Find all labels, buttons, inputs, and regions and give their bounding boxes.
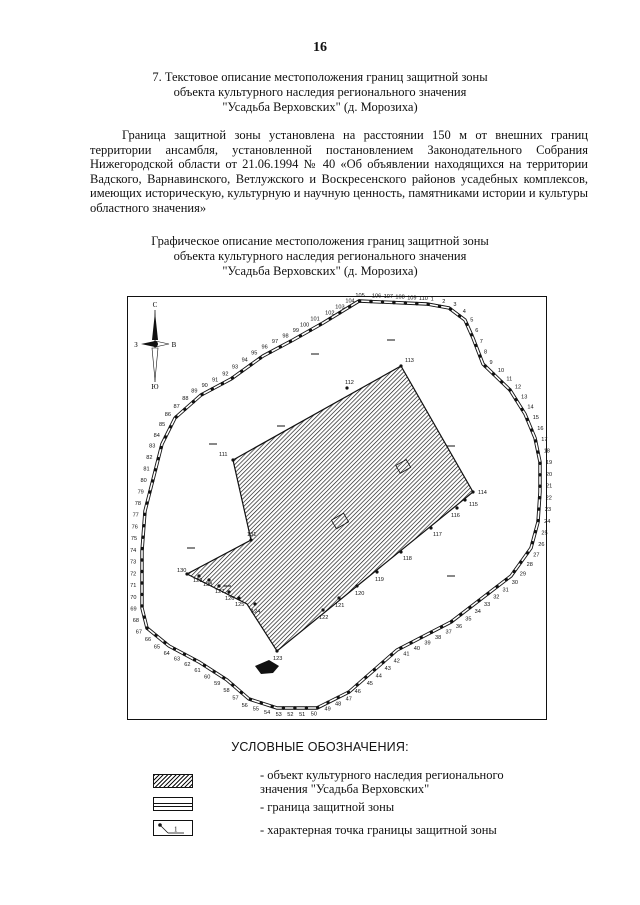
boundary-point [289, 340, 292, 343]
legend-point-text: - характерная точка границы защитной зоны [260, 823, 497, 837]
boundary-point [430, 631, 433, 634]
territory-point [253, 602, 256, 605]
boundary-point-label: 39 [424, 640, 431, 647]
compass-north-label: С [152, 301, 158, 309]
boundary-point [538, 485, 541, 488]
boundary-point-label: 6 [475, 328, 479, 334]
boundary-point [513, 570, 516, 573]
boundary-description-text: Граница защитной зоны установлена на расстоянии 150 м от внешних границ территории ансамбля, установленной постановлением Законодательного Собрания Нижегородской области от 21.06.1994 № 40 «Об объявлении находящихся на территории Вадского, Варнавинского, Ветлужского и Воскресенского районов усадебных комплексов, имеющих историческую, культурную и научную ценность, памятниками истории и культуры областного значения» [90, 128, 588, 215]
territory-point [275, 649, 278, 652]
boundary-point-label: 33 [484, 601, 491, 608]
legend-heritage-line: значения "Усадьба Верховских" [260, 782, 430, 796]
boundary-point [142, 524, 145, 527]
territory-point-label: 114 [478, 490, 487, 496]
territory-point-label: 126 [225, 596, 235, 602]
graphic-title-line: объекта культурного наследия регионального значения [173, 249, 467, 263]
boundary-point [338, 311, 341, 314]
boundary-point-label: 90 [201, 382, 208, 389]
section-title-line: "Усадьба Верховских" (д. Морозиха) [222, 100, 418, 114]
boundary-point-label: 46 [354, 688, 361, 695]
boundary-point-label: 23 [544, 507, 552, 514]
boundary-point [145, 626, 148, 629]
boundary-point [373, 668, 376, 671]
boundary-point-label: 37 [445, 629, 452, 636]
boundary-point [538, 473, 541, 476]
boundary-point-label: 96 [261, 344, 268, 351]
boundary-point [148, 490, 151, 493]
graphic-title-line: "Усадьба Верховских" (д. Морозиха) [222, 264, 418, 278]
boundary-point-label: 63 [173, 656, 181, 663]
boundary-point [392, 301, 395, 304]
boundary-point [329, 317, 332, 320]
territory-point [337, 596, 340, 599]
boundary-point-label: 35 [465, 616, 472, 623]
boundary-point [140, 604, 143, 607]
boundary-point-label: 2 [442, 298, 446, 305]
territory-point-label: 125 [235, 602, 245, 608]
boundary-point [157, 457, 160, 460]
boundary-point [203, 664, 206, 667]
boundary-point [183, 653, 186, 656]
boundary-point-label: 58 [223, 688, 230, 695]
boundary-point-label: 64 [163, 650, 170, 657]
boundary-point-label: 18 [543, 448, 550, 455]
boundary-point [409, 641, 412, 644]
boundary-point-label: 84 [153, 432, 160, 439]
boundary-point [496, 585, 499, 588]
boundary-point-label: 17 [541, 436, 548, 443]
boundary-point [538, 496, 541, 499]
boundary-point [163, 641, 166, 644]
boundary-point-label: 74 [130, 547, 137, 554]
boundary-point [537, 507, 540, 510]
boundary-point-label: 41 [403, 651, 410, 658]
boundary-point-label: 20 [545, 471, 553, 478]
territory-point [399, 364, 402, 367]
boundary-point-label: 8 [484, 349, 488, 356]
boundary-point [279, 345, 282, 348]
territory-point [399, 550, 402, 553]
boundary-point [459, 613, 462, 616]
boundary-point [145, 501, 148, 504]
boundary-point [222, 676, 225, 679]
boundary-point [231, 376, 234, 379]
boundary-point [438, 305, 441, 308]
boundary-point [468, 606, 471, 609]
boundary-point [200, 393, 203, 396]
boundary-point [356, 683, 359, 686]
boundary-point-label: 30 [511, 580, 519, 586]
boundary-point [420, 636, 423, 639]
boundary-point [534, 439, 537, 442]
boundary-point [519, 561, 522, 564]
boundary-point [193, 658, 196, 661]
boundary-point-label: 68 [132, 618, 139, 624]
boundary-point [249, 698, 252, 701]
boundary-point [470, 333, 473, 336]
territory-point [345, 386, 348, 389]
boundary-point [316, 706, 319, 709]
boundary-point-label: 3 [453, 301, 457, 308]
boundary-point-label: 66 [144, 636, 152, 643]
boundary-point [282, 706, 285, 709]
territory-point-label: 127 [215, 589, 225, 595]
boundary-point [140, 593, 143, 596]
territory-point-label: 121 [335, 603, 345, 609]
boundary-point [381, 300, 384, 303]
boundary-point-label: 107 [383, 294, 394, 301]
legend-heritage-text [260, 768, 560, 796]
boundary-point-label: 89 [191, 388, 198, 395]
boundary-point-label: 22 [545, 495, 552, 502]
boundary-point [183, 408, 186, 411]
boundary-point [449, 307, 452, 310]
boundary-point [337, 696, 340, 699]
boundary-point [249, 363, 252, 366]
boundary-point [381, 661, 384, 664]
boundary-point [271, 705, 274, 708]
boundary-point-label: 25 [541, 530, 548, 537]
boundary-point-label: 71 [130, 583, 137, 590]
boundary-point-label: 93 [231, 364, 239, 371]
boundary-point [140, 558, 143, 561]
graphic-title-line: Графическое описание местоположения границ защитной зоны [151, 234, 489, 248]
boundary-point [415, 302, 418, 305]
boundary-point-label: 12 [514, 384, 522, 391]
territory-point-label: 122 [319, 615, 329, 621]
boundary-point [240, 691, 243, 694]
boundary-point [141, 547, 144, 550]
boundary-point [305, 706, 308, 709]
boundary-point [505, 578, 508, 581]
boundary-point-label: 72 [130, 571, 137, 578]
boundary-point [500, 380, 503, 383]
compass-east-label: В [171, 341, 177, 349]
boundary-point-label: 9 [489, 359, 493, 366]
boundary-point [348, 305, 351, 308]
boundary-point-label: 67 [135, 629, 142, 636]
boundary-point-label: 97 [271, 339, 279, 346]
territory-point [355, 584, 358, 587]
boundary-point-label: 34 [474, 609, 481, 616]
boundary-point [427, 303, 430, 306]
boundary-point-label: 77 [132, 512, 139, 519]
boundary-point [154, 634, 157, 637]
boundary-point-label: 100 [299, 322, 310, 329]
legend-heritage-line: - объект культурного наследия регионального [260, 768, 504, 782]
territory-point-label: 118 [403, 556, 412, 562]
territory-point [455, 506, 458, 509]
boundary-point-label: 76 [131, 524, 138, 531]
boundary-point [477, 599, 480, 602]
boundary-point [151, 479, 154, 482]
boundary-point [260, 701, 263, 704]
boundary-point-label: 43 [384, 666, 391, 672]
boundary-point-label: 42 [393, 658, 400, 665]
boundary-point-label: 56 [241, 702, 248, 709]
territory-point [375, 570, 378, 573]
territory-point-label: 111 [219, 452, 228, 458]
boundary-point-label: 40 [413, 646, 421, 652]
boundary-point-label: 1 [430, 296, 434, 303]
boundary-point [192, 400, 195, 403]
territory-point-label: 112 [345, 380, 354, 386]
territory-point [231, 458, 234, 461]
boundary-point [440, 625, 443, 628]
boundary-point [221, 382, 224, 385]
boundary-point-label: 7 [479, 338, 483, 345]
boundary-point [140, 570, 143, 573]
boundary-point [404, 301, 407, 304]
boundary-point [364, 676, 367, 679]
boundary-point-label: 69 [130, 606, 137, 613]
territory-point [321, 608, 324, 611]
territory-point-label: 115 [469, 502, 478, 508]
boundary-point-label: 31 [502, 587, 509, 594]
boundary-point-label: 85 [158, 422, 166, 429]
boundary-point [319, 323, 322, 326]
boundary-point [530, 428, 533, 431]
boundary-description [90, 128, 588, 216]
boundary-point [358, 299, 361, 302]
boundary-point-label: 53 [275, 711, 282, 718]
boundary-point-label: 38 [435, 635, 442, 641]
section-title-line: объекта культурного наследия регионального значения [173, 85, 467, 99]
legend-zone-symbol [153, 797, 193, 811]
boundary-point-label: 16 [537, 425, 544, 432]
boundary-point-label: 11 [506, 376, 513, 383]
territory-point-label: 116 [451, 513, 460, 519]
boundary-point [309, 329, 312, 332]
territory-point-label: 123 [273, 656, 283, 662]
boundary-point [531, 541, 534, 544]
boundary-point-label: 52 [287, 711, 294, 718]
boundary-point-label: 88 [182, 396, 189, 403]
boundary-point-label: 50 [310, 711, 317, 718]
boundary-point [173, 647, 176, 650]
boundary-point [534, 530, 537, 533]
boundary-point-label: 83 [149, 443, 156, 450]
boundary-point [520, 408, 523, 411]
boundary-point [211, 387, 214, 390]
section-title [80, 70, 560, 115]
legend-point-icon [154, 821, 192, 835]
boundary-point [526, 418, 529, 421]
boundary-point-label: 47 [345, 696, 352, 703]
boundary-point-label: 19 [545, 460, 553, 466]
boundary-point-label: 91 [211, 377, 219, 384]
legend-heritage-symbol [153, 774, 193, 788]
boundary-point-label: 28 [526, 561, 533, 568]
boundary-point-label: 110 [418, 295, 428, 302]
boundary-point-label: 65 [153, 644, 161, 651]
boundary-point [175, 415, 178, 418]
boundary-point [140, 581, 143, 584]
boundary-point-label: 57 [232, 695, 239, 702]
boundary-point [293, 706, 296, 709]
boundary-point [231, 683, 234, 686]
boundary-point [299, 334, 302, 337]
boundary-point [474, 344, 477, 347]
boundary-point-label: 86 [164, 412, 171, 418]
boundary-point [369, 300, 372, 303]
territory-point-label: 131 [247, 532, 257, 538]
boundary-point [259, 356, 262, 359]
boundary-point [526, 551, 529, 554]
legend-zone-text: - граница защитной зоны [260, 800, 395, 814]
territory-point-label: 124 [251, 609, 261, 615]
section-title-line: 7. Текстовое описание местоположения границ защитной зоны [152, 70, 488, 84]
boundary-point [478, 354, 481, 357]
boundary-point [484, 364, 487, 367]
boundary-point [159, 446, 162, 449]
boundary-point-label: 59 [214, 680, 221, 687]
boundary-point [465, 323, 468, 326]
territory-point [249, 538, 252, 541]
boundary-point-label: 24 [544, 518, 551, 525]
boundary-point-label: 48 [334, 701, 342, 708]
boundary-point-label: 78 [134, 501, 141, 507]
boundary-point-label: 99 [292, 328, 299, 334]
legend-point-label: 1 [174, 825, 178, 834]
boundary-point-label: 102 [325, 310, 335, 317]
boundary-point-label: 10 [497, 368, 505, 375]
boundary-point [164, 435, 167, 438]
boundary-point-label: 61 [194, 668, 201, 675]
boundary-plan [127, 293, 553, 720]
boundary-point [169, 425, 172, 428]
boundary-point-label: 73 [129, 559, 137, 566]
territory-point-label: 129 [193, 578, 203, 584]
boundary-point-label: 98 [282, 333, 289, 340]
territory-point [471, 490, 474, 493]
boundary-point-label: 45 [366, 681, 373, 688]
boundary-point [154, 468, 157, 471]
territory-point-label: 120 [355, 591, 365, 597]
boundary-point [538, 462, 541, 465]
boundary-point-label: 29 [519, 571, 527, 578]
boundary-point-label: 49 [324, 706, 331, 713]
page-number: 16 [313, 40, 327, 55]
boundary-point-label: 80 [140, 478, 147, 484]
boundary-point-label: 14 [527, 404, 534, 411]
territory-point [227, 590, 230, 593]
territory-point-label: 113 [405, 358, 414, 364]
boundary-point-label: 55 [252, 706, 259, 713]
boundary-point [399, 646, 402, 649]
legend-title: УСЛОВНЫЕ ОБОЗНАЧЕНИЯ: [231, 740, 409, 754]
boundary-point [240, 370, 243, 373]
boundary-point-label: 105 [355, 293, 365, 299]
boundary-point-label: 82 [146, 455, 153, 462]
compass-south-label: Ю [151, 383, 159, 391]
boundary-point [390, 653, 393, 656]
boundary-point-label: 87 [173, 404, 180, 411]
boundary-point-label: 104 [345, 298, 355, 305]
boundary-point [347, 691, 350, 694]
boundary-point-label: 36 [455, 623, 463, 630]
boundary-point-label: 95 [251, 350, 258, 357]
boundary-point-label: 108 [395, 294, 405, 301]
boundary-point-label: 27 [533, 552, 540, 559]
boundary-point [458, 314, 461, 317]
boundary-point [269, 351, 272, 354]
boundary-point-label: 92 [222, 371, 229, 378]
boundary-point [450, 620, 453, 623]
boundary-point [212, 670, 215, 673]
boundary-point [143, 615, 146, 618]
territory-point-label: 117 [433, 532, 442, 538]
boundary-point-label: 26 [538, 541, 545, 548]
territory-point-label: 119 [375, 577, 384, 583]
territory-point [217, 584, 220, 587]
boundary-point-label: 106 [371, 293, 382, 300]
boundary-point-label: 109 [407, 295, 417, 302]
boundary-point [536, 519, 539, 522]
boundary-point-label: 21 [546, 483, 553, 490]
territory-point-label: 130 [177, 568, 187, 574]
boundary-point-label: 44 [375, 673, 382, 680]
boundary-point-label: 13 [521, 394, 528, 401]
boundary-point-label: 51 [299, 711, 306, 718]
boundary-point [141, 536, 144, 539]
territory-point [463, 498, 466, 501]
boundary-point-label: 103 [335, 304, 345, 311]
territory-point [429, 526, 432, 529]
boundary-point-label: 4 [462, 308, 466, 315]
compass-west-label: З [134, 341, 138, 349]
boundary-point [486, 592, 489, 595]
boundary-point-label: 15 [532, 415, 539, 421]
boundary-point [326, 701, 329, 704]
boundary-point [536, 450, 539, 453]
boundary-point-label: 5 [470, 317, 474, 324]
boundary-point [508, 388, 511, 391]
territory-point-label: 128 [203, 582, 213, 588]
boundary-point-label: 75 [130, 536, 138, 542]
boundary-point-label: 62 [184, 662, 191, 668]
boundary-point-label: 70 [130, 594, 137, 601]
legend-point-symbol [153, 820, 193, 836]
boundary-point-label: 60 [204, 674, 211, 681]
boundary-point-label: 54 [263, 710, 271, 717]
boundary-point-label: 94 [241, 357, 248, 364]
boundary-point-label: 32 [493, 594, 500, 601]
graphic-title [80, 234, 560, 279]
boundary-point-label: 101 [310, 316, 320, 323]
territory-point [237, 596, 240, 599]
boundary-point [514, 398, 517, 401]
boundary-point [492, 372, 495, 375]
boundary-point-label: 81 [143, 466, 150, 473]
boundary-point [143, 513, 146, 516]
boundary-point-label: 79 [137, 489, 144, 496]
